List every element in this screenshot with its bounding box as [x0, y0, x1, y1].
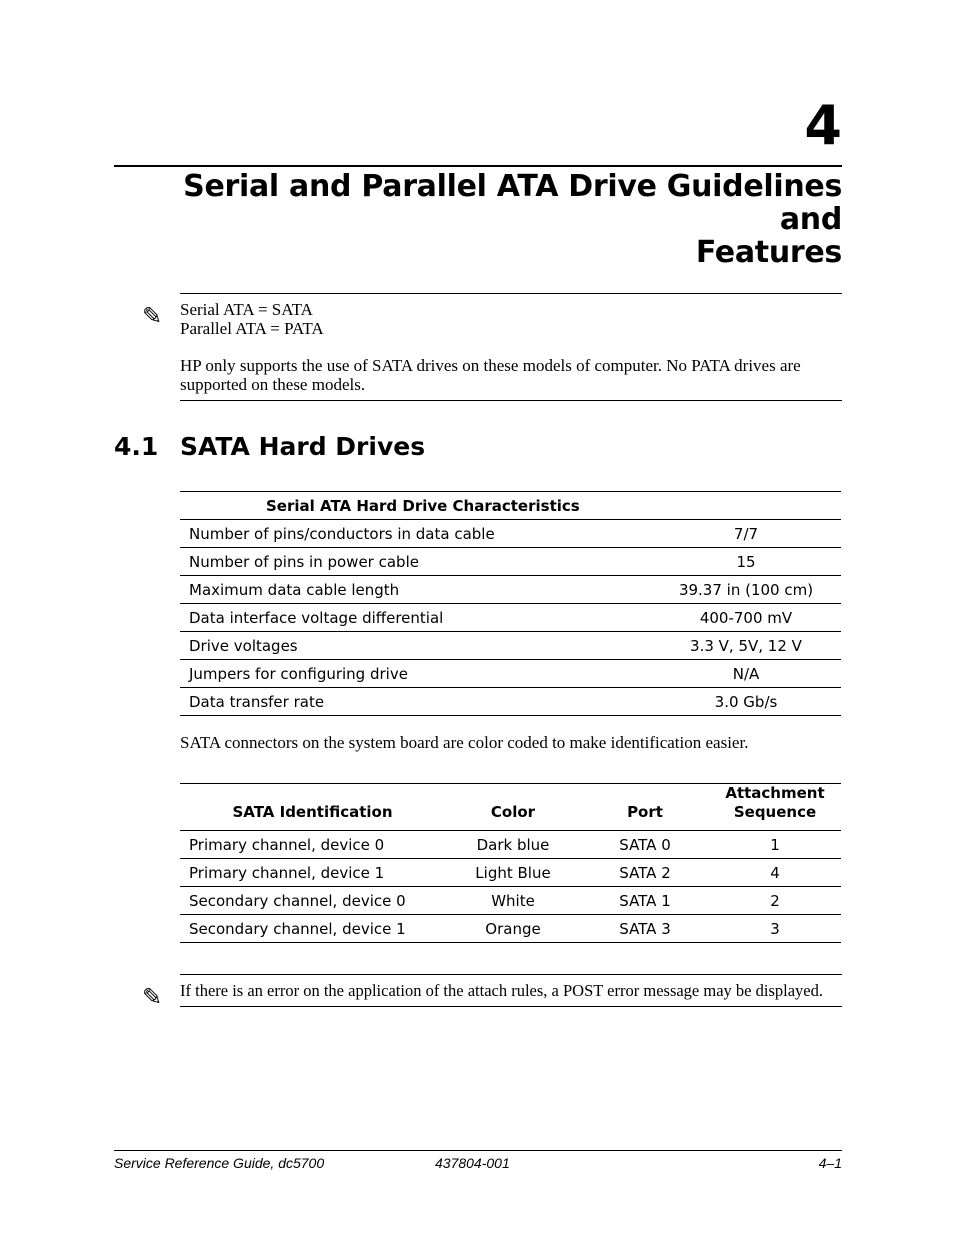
port-cell: SATA 2 [581, 859, 709, 887]
table-row [180, 604, 841, 632]
chapter-title [114, 170, 842, 269]
header-color: Color [445, 784, 581, 831]
chapter-rule [114, 165, 842, 167]
footer-guide-title: Service Reference Guide, dc5700 [114, 1155, 325, 1171]
note1-line2: Parallel ATA = PATA [180, 319, 324, 338]
table-row [180, 576, 841, 604]
note1-bottom-rule [180, 400, 842, 401]
header-port: Port [581, 784, 709, 831]
table-row [180, 660, 841, 688]
characteristics-table [180, 491, 841, 716]
color-cell: Light Blue [445, 859, 581, 887]
characteristic-label: Maximum data cable length [180, 576, 651, 604]
sequence-cell: 1 [709, 831, 841, 859]
note2-bottom-rule [180, 1006, 842, 1007]
note1-line1: Serial ATA = SATA [180, 300, 313, 319]
pencil-icon: ✎ [142, 983, 163, 1011]
characteristic-label: Data interface voltage differential [180, 604, 651, 632]
characteristics-table-title: Serial ATA Hard Drive Characteristics [180, 492, 841, 520]
identification-table [180, 783, 841, 943]
characteristic-label: Number of pins in power cable [180, 548, 651, 576]
sequence-cell: 3 [709, 915, 841, 943]
note2-text: If there is an error on the application of the attach rules, a POST error message may be displayed. [180, 981, 823, 1000]
header-sequence-line1: Attachment [725, 784, 825, 802]
port-cell: SATA 0 [581, 831, 709, 859]
footer-part-number: 437804-001 [435, 1155, 510, 1171]
port-cell: SATA 1 [581, 887, 709, 915]
color-cell: White [445, 887, 581, 915]
table-row [180, 632, 841, 660]
pencil-icon: ✎ [142, 302, 163, 330]
chapter-title-line1: Serial and Parallel ATA Drive Guidelines and [183, 169, 842, 237]
characteristic-label: Jumpers for configuring drive [180, 660, 651, 688]
table-header-row [180, 492, 841, 520]
section-number: 4.1 [114, 432, 159, 461]
characteristic-value: 400-700 mV [651, 604, 841, 632]
section-title: SATA Hard Drives [180, 432, 426, 461]
chapter-title-line2: Features [695, 235, 842, 270]
port-cell: SATA 3 [581, 915, 709, 943]
table-row [180, 887, 841, 915]
table-row [180, 831, 841, 859]
characteristic-value: 3.0 Gb/s [651, 688, 841, 716]
characteristic-value: 39.37 in (100 cm) [651, 576, 841, 604]
identification-cell: Secondary channel, device 0 [180, 887, 445, 915]
table-row [180, 548, 841, 576]
characteristic-value: N/A [651, 660, 841, 688]
note1-paragraph-line2: supported on these models. [180, 375, 366, 394]
identification-cell: Primary channel, device 1 [180, 859, 445, 887]
footer-rule [114, 1150, 842, 1151]
header-identification: SATA Identification [180, 784, 445, 831]
table-header-row [180, 784, 841, 831]
characteristic-label: Data transfer rate [180, 688, 651, 716]
connectors-paragraph: SATA connectors on the system board are color coded to make identification easier. [180, 733, 749, 752]
color-cell: Orange [445, 915, 581, 943]
table-row [180, 859, 841, 887]
footer-page-number: 4–1 [818, 1155, 842, 1171]
characteristic-value: 3.3 V, 5V, 12 V [651, 632, 841, 660]
chapter-number: 4 [804, 94, 842, 157]
identification-cell: Primary channel, device 0 [180, 831, 445, 859]
color-cell: Dark blue [445, 831, 581, 859]
header-sequence [709, 784, 841, 831]
note1-top-rule [180, 293, 842, 294]
table-row [180, 520, 841, 548]
characteristic-label: Number of pins/conductors in data cable [180, 520, 651, 548]
note1-paragraph-line1: HP only supports the use of SATA drives on these models of computer. No PATA drives are [180, 356, 801, 375]
note2-top-rule [180, 974, 842, 975]
table-row [180, 688, 841, 716]
characteristic-label: Drive voltages [180, 632, 651, 660]
characteristic-value: 15 [651, 548, 841, 576]
sequence-cell: 4 [709, 859, 841, 887]
characteristic-value: 7/7 [651, 520, 841, 548]
identification-cell: Secondary channel, device 1 [180, 915, 445, 943]
table-row [180, 915, 841, 943]
header-sequence-line2: Sequence [733, 803, 817, 821]
sequence-cell: 2 [709, 887, 841, 915]
